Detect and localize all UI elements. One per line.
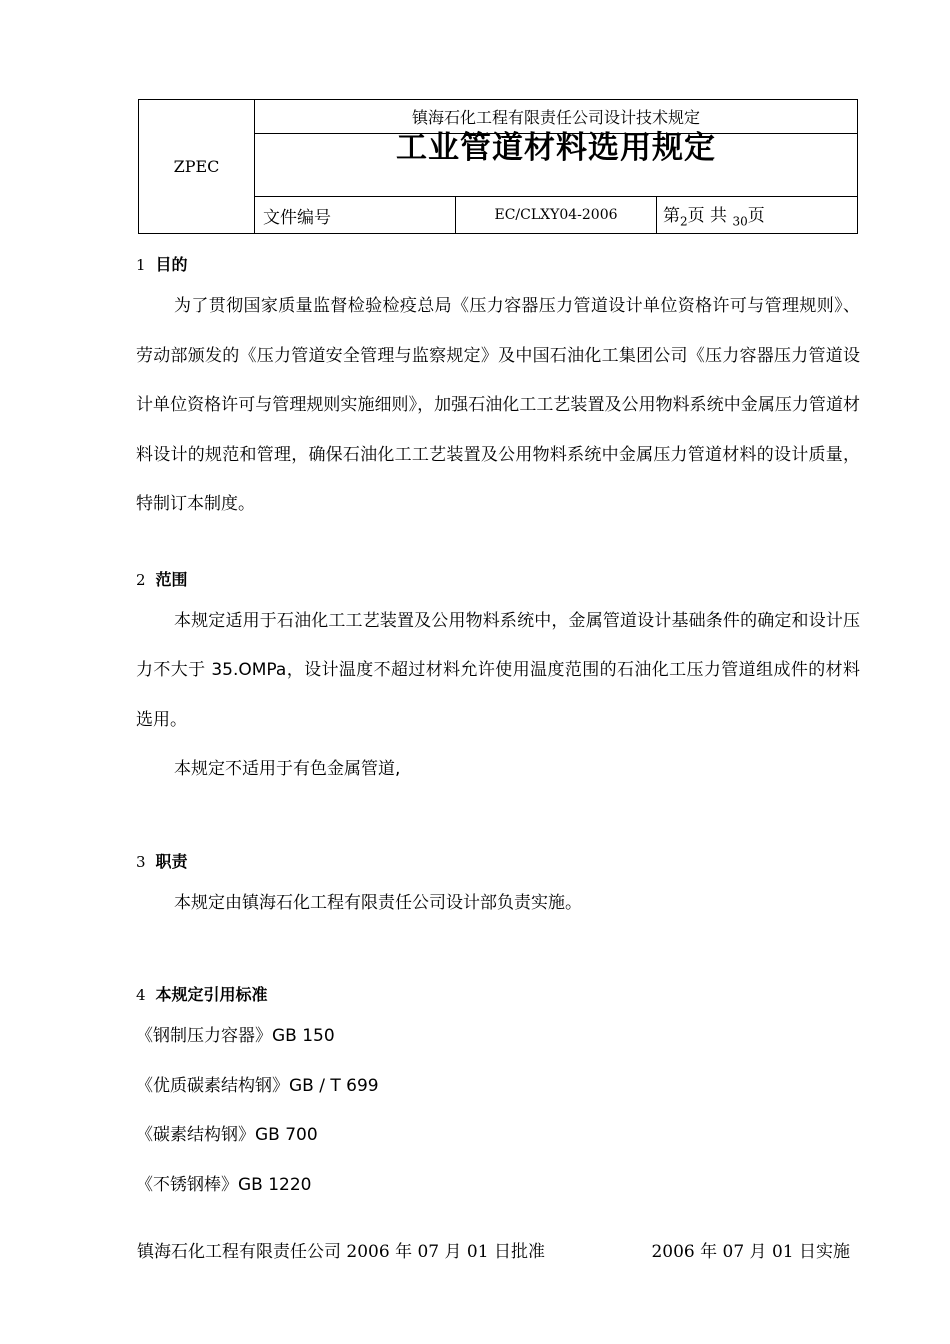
company-logo-text: ZPEC <box>139 100 255 234</box>
responsibility-paragraph: 本规定由镇海石化工程有限责任公司设计部负责实施。 <box>174 892 582 913</box>
page-current: 2 <box>680 214 688 229</box>
section-heading-purpose <box>136 248 860 282</box>
document-body <box>136 248 860 1210</box>
section-number: 4 <box>136 986 146 1004</box>
section-heading-scope <box>136 563 860 597</box>
file-number-value: EC/CLXY04-2006 <box>456 197 657 234</box>
section-heading-responsibility <box>136 845 860 879</box>
effective-date-statement: 2006 年 07 月 01 日实施 <box>651 1242 850 1262</box>
section-number: 3 <box>136 852 146 871</box>
reference-item: 《碳素结构钢》GB 700 <box>136 1125 318 1145</box>
page-suffix: 页 <box>747 206 765 227</box>
page-total: 30 <box>732 214 748 229</box>
section-number: 2 <box>136 570 146 589</box>
section-title: 目的 <box>155 255 188 274</box>
document-header-table <box>138 99 858 234</box>
section-title: 范围 <box>155 569 188 589</box>
section-title: 职责 <box>155 851 188 871</box>
document-title: 工业管道材料选用规定 <box>255 134 858 197</box>
section-title: 本规定引用标准 <box>155 985 268 1004</box>
page-indicator <box>657 197 858 234</box>
approval-statement: 镇海石化工程有限责任公司 2006 年 07 月 01 日批准 <box>137 1242 545 1262</box>
file-number-label: 文件编号 <box>255 197 456 234</box>
document-footer <box>137 1237 850 1265</box>
company-rule-caption: 镇海石化工程有限责任公司设计技术规定 <box>255 100 858 134</box>
purpose-paragraph: 为了贯彻国家质量监督检验检疫总局《压力容器压力管道设计单位资格许可与管理规则》、劳动部颁发的《压力管道安全管理与监察规定》及中国石油化工集团公司《压力容器压力管道设计单位资格许可与管理规则实施细则》，加强石油化工工艺装置及公用物料系统中金属压力管道材料设计的规范和管理，确保石油化工工艺装置及公用物料系统中金属压力管道材料的设计质量，特制订本制度。 <box>136 296 860 514</box>
section-number: 1 <box>136 256 146 274</box>
page-prefix: 第 <box>663 206 680 227</box>
scope-paragraph: 本规定适用于石油化工工艺装置及公用物料系统中，金属管道设计基础条件的确定和设计压力不大于 35.OMPa，设计温度不超过材料允许使用温度范围的石油化工压力管道组成件的材料选用。 <box>136 610 860 730</box>
reference-item: 《钢制压力容器》GB 150 <box>136 1026 335 1046</box>
section-heading-references <box>136 978 860 1012</box>
reference-item: 《优质碳素结构钢》GB / T 699 <box>136 1075 379 1096</box>
reference-item: 《不锈钢棒》GB 1220 <box>136 1174 312 1195</box>
page-mid: 页 共 <box>687 206 728 227</box>
scope-exclusion-paragraph: 本规定不适用于有色金属管道, <box>174 759 401 779</box>
